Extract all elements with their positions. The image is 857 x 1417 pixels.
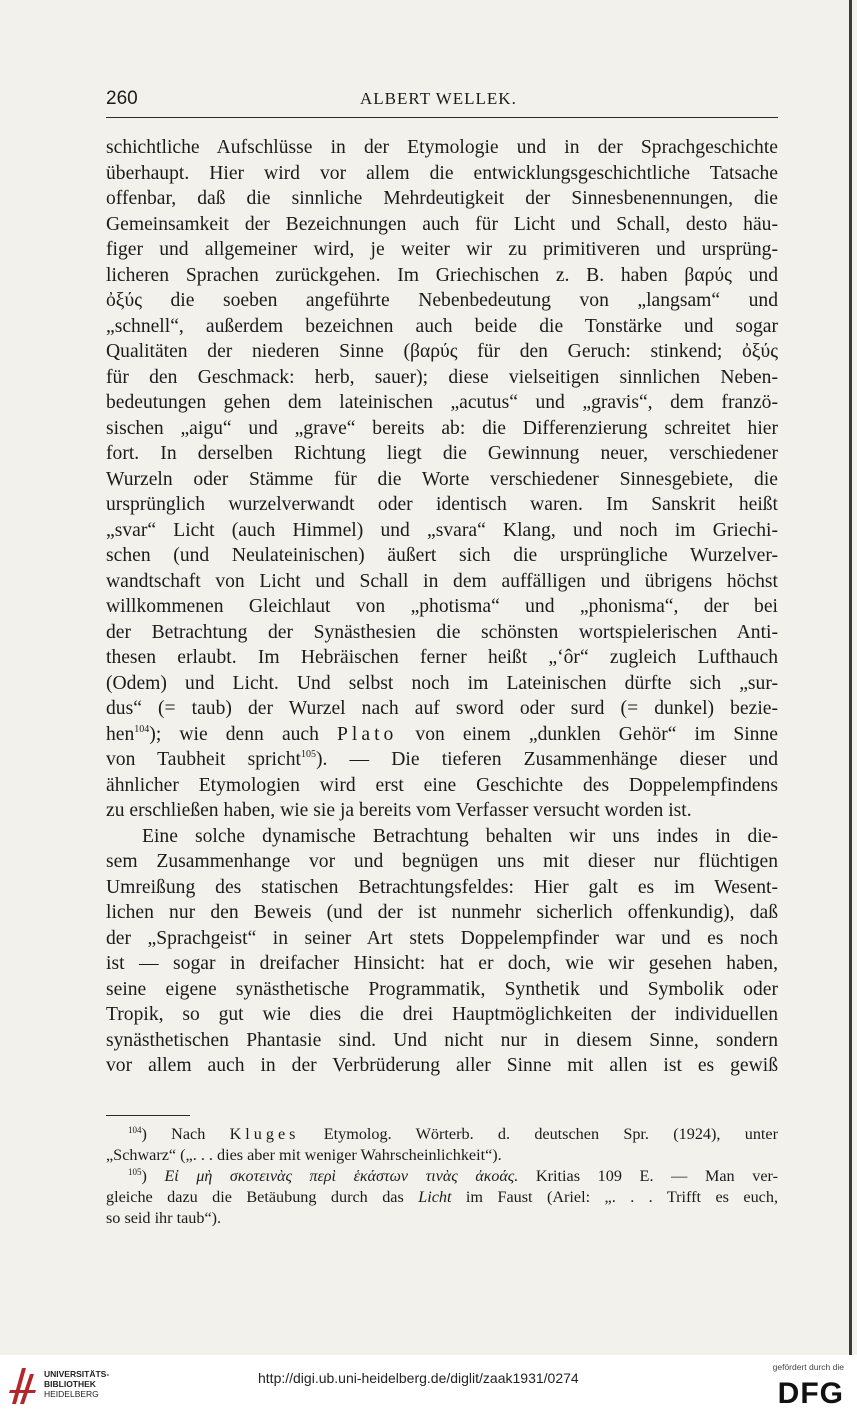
text-line: lichen nur den Beweis (und der ist nunmehr sicherlich offenkundig), daß (106, 902, 778, 923)
text-fragment: ) (141, 1167, 165, 1185)
university-library-logo-icon (8, 1364, 38, 1408)
footnote-text-line: „Schwarz“ („. . . dies aber mit weniger Wahrscheinlichkeit“). (106, 1146, 502, 1164)
text-line: seine eigene synästhetische Programmatik, Synthetik und Symbolik oder (106, 978, 778, 1000)
text-fragment: Kritias 109 E. — Man ver- (518, 1167, 779, 1185)
text-fragment: im Faust (Ariel: „. . . Trifft es euch, (451, 1188, 778, 1206)
text-line: wandtschaft von Licht und Schall in dem auffälligen und übrigens höchst (106, 570, 778, 592)
page-edge-shadow (849, 0, 852, 1355)
text-line: dus“ (= taub) der Wurzel nach auf sword oder surd (= dunkel) bezie- (106, 698, 778, 719)
text-line: „svar“ Licht (auch Himmel) und „svara“ Klang, und noch im Griechi- (106, 519, 778, 541)
text-fragment: von Taubheit spricht (106, 749, 301, 770)
text-line: bedeutungen gehen dem lateinischen „acutus“ und „gravis“, dem franzö- (106, 392, 778, 413)
text-fragment: ). — Die tieferen Zusammenhänge dieser und (315, 749, 778, 770)
licht-italic: Licht (418, 1188, 452, 1206)
paragraph-2 (106, 824, 778, 1079)
footnote-text-line: so seid ihr taub“). (106, 1209, 222, 1227)
text-line: figer und allgemeiner wird, je weiter wir zu primitiveren und ursprüng- (106, 239, 778, 260)
text-line: der Betrachtung der Synästhesien die schönsten wortspielerischen Anti- (106, 621, 778, 643)
text-line-with-footnote-105 (106, 747, 778, 773)
text-line: der „Sprachgeist“ in seiner Art stets Doppelempfinder war und es noch (106, 927, 778, 949)
text-fragment: von einem „dunklen Gehör“ im Sinne (397, 723, 778, 745)
text-line: „schnell“, außerdem bezeichnen auch beide die Tonstärke und sogar (106, 315, 778, 337)
text-line: schichtliche Aufschlüsse in der Etymologie und in der Sprachgeschichte (106, 137, 778, 158)
text-line: fort. In derselben Richtung liegt die Gewinnung neuer, verschiedener (106, 443, 778, 464)
text-line: für den Geschmack: herb, sauer); diese vielseitigen sinnlichen Neben- (106, 366, 778, 388)
text-line: Tropik, so gut wie dies die drei Hauptmöglichkeiten der individuellen (106, 1004, 778, 1025)
text-line: Gemeinsamkeit der Bezeichnungen auch für Licht und Schall, desto häu- (106, 213, 778, 235)
text-line: überhaupt. Hier wird vor allem die entwicklungsgeschichtliche Tatsache (106, 162, 778, 184)
footnote-ref-104[interactable]: 104 (134, 723, 150, 735)
text-line: ist — sogar in dreifacher Hinsicht: hat er doch, wie wir gesehen haben, (106, 953, 778, 974)
text-line: Eine solche dynamische Betrachtung behalten wir uns indes in die- (142, 825, 778, 847)
footnote-105 (106, 1166, 778, 1187)
text-line: sischen „aigu“ und „grave“ bereits ab: die Differenzierung schreitet hier (106, 417, 778, 439)
footnote-number: 105 (128, 1167, 142, 1177)
page-number: 260 (106, 88, 138, 109)
footnote-104 (106, 1124, 778, 1145)
text-line: schen (und Neulateinischen) äußert sich die ursprüngliche Wurzelver- (106, 545, 778, 566)
page-header (106, 88, 778, 114)
text-line-with-footnote-104 (106, 722, 778, 748)
paragraph-1 (106, 135, 778, 824)
digitization-footer (0, 1355, 857, 1417)
university-name-line: UNIVERSITÄTS- (44, 1369, 110, 1379)
text-fragment: Etymolog. Wörterb. d. deutschen Spr. (1924), unter (299, 1125, 778, 1143)
text-line: offenbar, daß die sinnliche Mehrdeutigkeit der Sinnesbenennungen, die (106, 188, 778, 209)
body-text (106, 135, 778, 1079)
text-line: sem Zusammenhange vor und begnügen uns mit dieser nur flüchtigen (106, 851, 778, 872)
dfg-logo: DFG (777, 1377, 844, 1410)
footnote-text-line (106, 1187, 778, 1208)
university-name-line: HEIDELBERG (44, 1389, 99, 1399)
university-library-name (44, 1369, 109, 1399)
text-line: synästhetischen Phantasie sind. Und nicht nur in diesem Sinne, sondern (106, 1029, 778, 1051)
name-plato: Plato (337, 723, 398, 745)
text-line: Umreißung des statischen Betrachtungsfeldes: Hier galt es im Wesent- (106, 876, 778, 898)
text-fragment: hen (106, 723, 135, 745)
permalink-url[interactable]: http://digi.ub.uni-heidelberg.de/diglit/zaak1931/0274 (258, 1370, 579, 1386)
text-line: Qualitäten der niederen Sinne (βαρύς für den Geruch: stinkend; ὀξύς (106, 341, 778, 362)
text-line: ähnlicher Etymologien wird erst eine Geschichte des Doppelempfindens (106, 774, 778, 796)
running-title: ALBERT WELLEK. (360, 89, 517, 108)
footnotes (106, 1124, 778, 1229)
text-line: Wurzeln oder Stämme für die Worte verschiedener Sinnesgebiete, die (106, 468, 778, 490)
greek-quote: Εἰ μὴ σκοτεινὰς περὶ ἑκάστων τινὰς ἀκοάς. (164, 1168, 519, 1185)
university-name-line: BIBLIOTHEK (44, 1379, 96, 1389)
text-fragment: gleiche dazu die Betäubung durch das (106, 1188, 419, 1206)
text-line: licheren Sprachen zurückgehen. Im Griechischen z. B. haben βαρύς und (106, 264, 778, 286)
text-fragment: ); wie denn auch (149, 723, 338, 745)
text-line: ursprünglich wurzelverwandt oder identisch waren. Im Sanskrit heißt (106, 494, 778, 515)
text-line: vor allem auch in der Verbrüderung aller Sinne mit allen ist es gewiß (106, 1055, 778, 1076)
footnote-number: 104 (128, 1125, 142, 1135)
funded-by-label: gefördert durch die (772, 1362, 844, 1372)
text-line: ὀξύς die soeben angeführte Nebenbedeutung von „langsam“ und (106, 290, 778, 311)
header-rule (106, 117, 778, 118)
text-line: (Odem) und Licht. Und selbst noch im Lateinischen dürfte sich „sur- (106, 672, 778, 694)
text-line: thesen erlaubt. Im Hebräischen ferner heißt „‘ôr“ zugleich Lufthauch (106, 647, 778, 668)
text-line: willkommenen Gleichlaut von „photisma“ und „phonisma“, der bei (106, 596, 778, 617)
name-kluges: Kluges (229, 1125, 300, 1143)
text-line: zu erschließen haben, wie sie ja bereits vom Verfasser versucht worden ist. (106, 800, 692, 821)
footnote-rule (106, 1115, 190, 1116)
text-fragment: ) Nach (141, 1125, 230, 1143)
footnote-ref-105[interactable]: 105 (300, 749, 316, 760)
